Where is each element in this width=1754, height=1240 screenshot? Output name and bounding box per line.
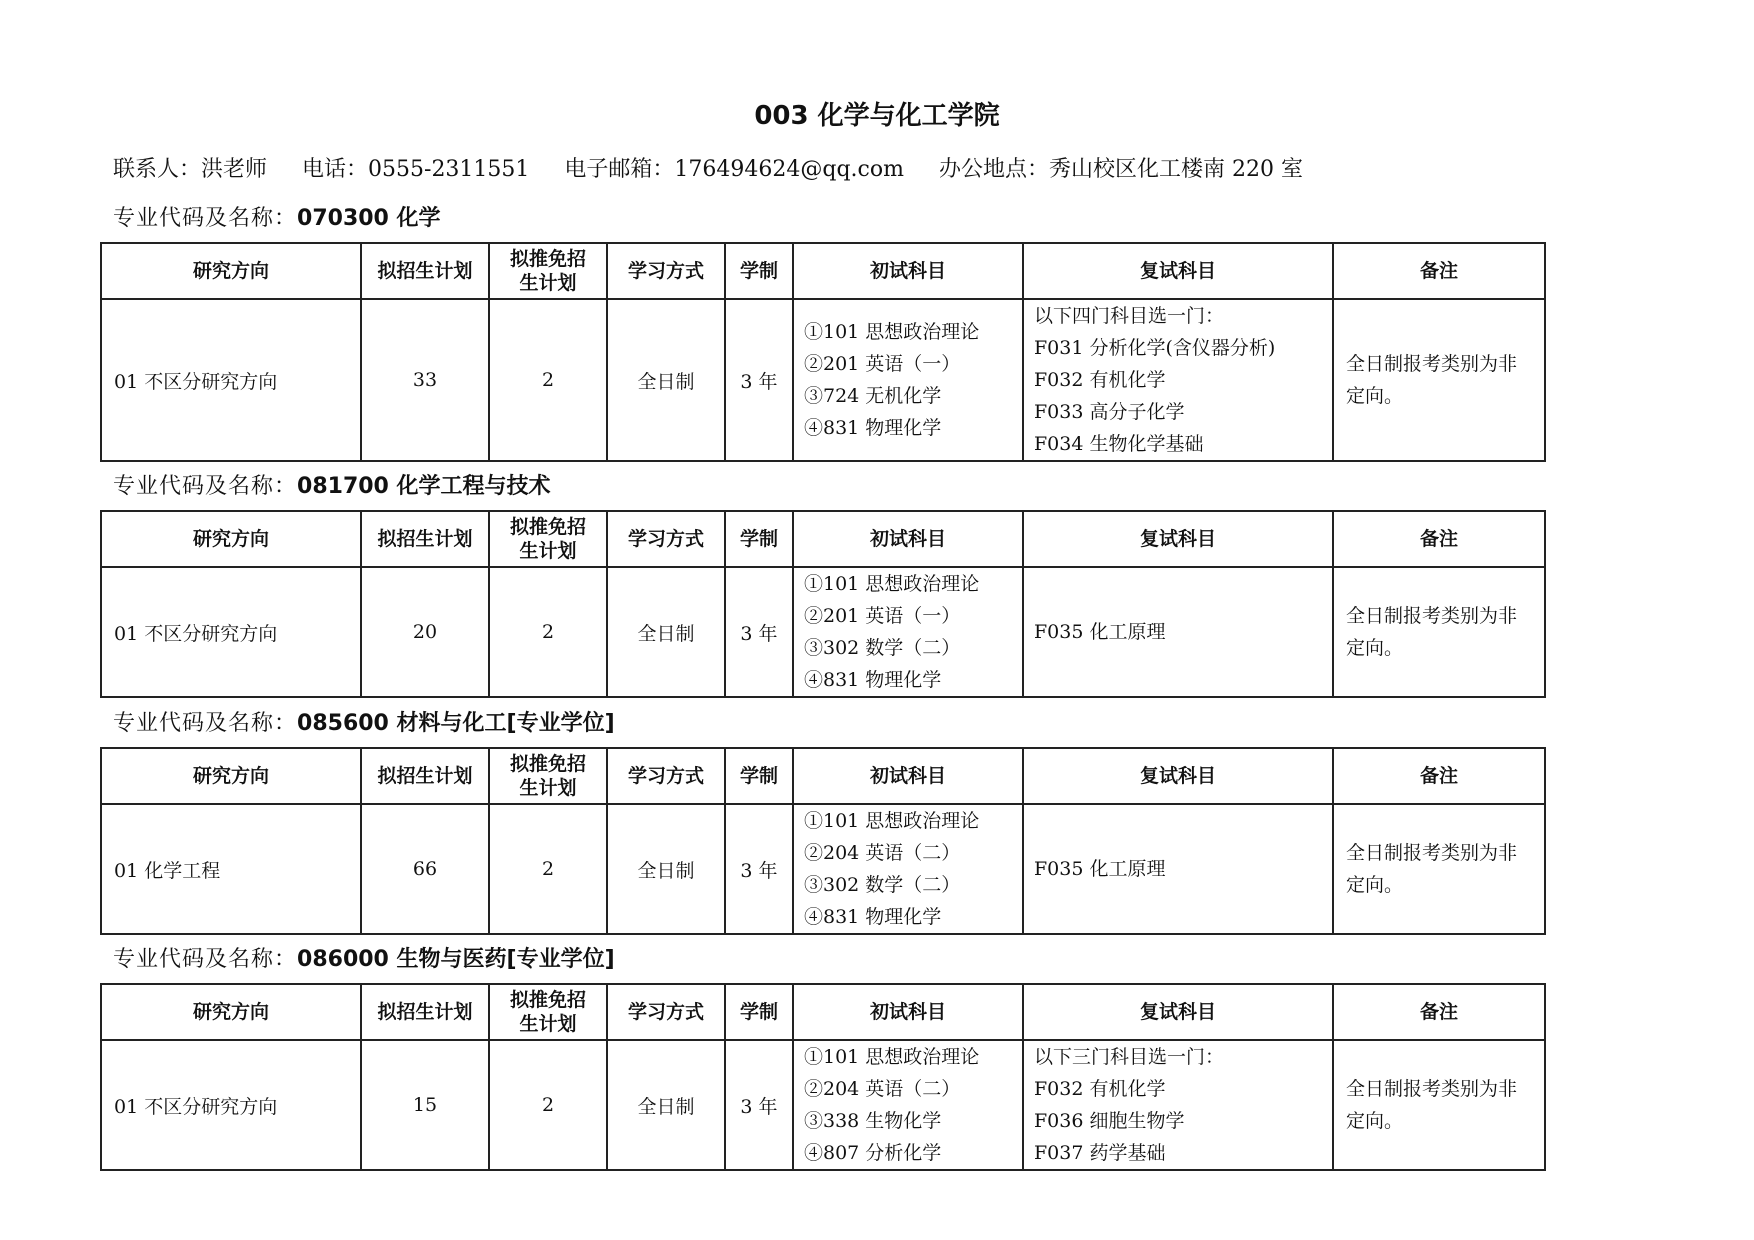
exam-subject: ②201 英语（一） bbox=[804, 353, 961, 375]
exempt-cell: 2 bbox=[489, 299, 607, 461]
header-exam: 初试科目 bbox=[793, 984, 1023, 1040]
header-exam: 初试科目 bbox=[793, 511, 1023, 567]
major-heading bbox=[100, 464, 1544, 510]
header-exempt: 拟推免招生计划 bbox=[489, 984, 607, 1040]
direction-cell: 01 不区分研究方向 bbox=[101, 567, 361, 697]
major-name: 081700 化学工程与技术 bbox=[297, 474, 551, 499]
major-section-085600 bbox=[100, 701, 1544, 935]
retest-subject: F032 有机化学 bbox=[1034, 369, 1166, 391]
header-exempt: 拟推免招生计划 bbox=[489, 243, 607, 299]
exam-subject: ①101 思想政治理论 bbox=[804, 810, 980, 832]
table-header-row bbox=[101, 748, 1545, 804]
exam-subject: ④807 分析化学 bbox=[804, 1142, 942, 1164]
exam-subject: ①101 思想政治理论 bbox=[804, 573, 980, 595]
retest-subject: F034 生物化学基础 bbox=[1034, 433, 1204, 455]
header-exam: 初试科目 bbox=[793, 748, 1023, 804]
header-duration: 学制 bbox=[725, 243, 793, 299]
exam-subject: ②201 英语（一） bbox=[804, 605, 961, 627]
exam-subject: ②204 英语（二） bbox=[804, 842, 961, 864]
plan-cell: 66 bbox=[361, 804, 489, 934]
table-header-row bbox=[101, 243, 1545, 299]
table-row bbox=[101, 299, 1545, 461]
header-duration: 学制 bbox=[725, 984, 793, 1040]
retest-subject: F036 细胞生物学 bbox=[1034, 1110, 1185, 1132]
exam-subject: ③338 生物化学 bbox=[804, 1110, 942, 1132]
direction-cell: 01 化学工程 bbox=[101, 804, 361, 934]
header-note: 备注 bbox=[1333, 511, 1545, 567]
duration-cell: 3 年 bbox=[725, 804, 793, 934]
note-cell: 全日制报考类别为非定向。 bbox=[1333, 567, 1545, 697]
exam-cell bbox=[793, 567, 1023, 697]
mode-cell: 全日制 bbox=[607, 1040, 725, 1170]
exam-subject: ②204 英语（二） bbox=[804, 1078, 961, 1100]
exam-subject: ④831 物理化学 bbox=[804, 669, 942, 691]
header-note: 备注 bbox=[1333, 748, 1545, 804]
duration-cell: 3 年 bbox=[725, 1040, 793, 1170]
contact-email: 电子邮箱：176494624@qq.com bbox=[564, 157, 904, 182]
major-table bbox=[100, 242, 1546, 462]
retest-subject: F032 有机化学 bbox=[1034, 1078, 1166, 1100]
exam-cell bbox=[793, 804, 1023, 934]
contact-office: 办公地点：秀山校区化工楼南 220 室 bbox=[938, 157, 1303, 182]
major-table bbox=[100, 983, 1546, 1171]
exempt-cell: 2 bbox=[489, 567, 607, 697]
retest-subject: F035 化工原理 bbox=[1034, 621, 1166, 643]
header-direction: 研究方向 bbox=[101, 511, 361, 567]
major-name: 085600 材料与化工[专业学位] bbox=[297, 711, 615, 736]
header-mode: 学习方式 bbox=[607, 511, 725, 567]
contact-info bbox=[113, 152, 1303, 183]
note-cell: 全日制报考类别为非定向。 bbox=[1333, 804, 1545, 934]
contact-person: 联系人：洪老师 bbox=[113, 157, 268, 182]
exam-subject: ④831 物理化学 bbox=[804, 417, 942, 439]
header-mode: 学习方式 bbox=[607, 984, 725, 1040]
header-plan: 拟招生计划 bbox=[361, 748, 489, 804]
major-heading bbox=[100, 196, 1544, 242]
retest-cell bbox=[1023, 567, 1333, 697]
plan-cell: 33 bbox=[361, 299, 489, 461]
exam-cell bbox=[793, 299, 1023, 461]
exempt-cell: 2 bbox=[489, 804, 607, 934]
header-direction: 研究方向 bbox=[101, 243, 361, 299]
note-cell: 全日制报考类别为非定向。 bbox=[1333, 1040, 1545, 1170]
major-name: 086000 生物与医药[专业学位] bbox=[297, 947, 615, 972]
mode-cell: 全日制 bbox=[607, 299, 725, 461]
note-cell: 全日制报考类别为非定向。 bbox=[1333, 299, 1545, 461]
exam-cell bbox=[793, 1040, 1023, 1170]
exam-subject: ①101 思想政治理论 bbox=[804, 321, 980, 343]
header-plan: 拟招生计划 bbox=[361, 243, 489, 299]
major-label: 专业代码及名称： bbox=[113, 947, 298, 972]
retest-subject: 以下四门科目选一门： bbox=[1034, 305, 1225, 327]
exam-subject: ①101 思想政治理论 bbox=[804, 1046, 980, 1068]
header-retest: 复试科目 bbox=[1023, 984, 1333, 1040]
header-exempt: 拟推免招生计划 bbox=[489, 748, 607, 804]
table-row bbox=[101, 1040, 1545, 1170]
exam-subject: ④831 物理化学 bbox=[804, 906, 942, 928]
header-direction: 研究方向 bbox=[101, 984, 361, 1040]
header-note: 备注 bbox=[1333, 984, 1545, 1040]
retest-subject: 以下三门科目选一门： bbox=[1034, 1046, 1225, 1068]
header-direction: 研究方向 bbox=[101, 748, 361, 804]
contact-phone: 电话：0555-2311551 bbox=[302, 157, 530, 182]
retest-cell bbox=[1023, 804, 1333, 934]
duration-cell: 3 年 bbox=[725, 567, 793, 697]
major-section-086000 bbox=[100, 937, 1544, 1171]
page-title: 003 化学与化工学院 bbox=[754, 101, 1000, 131]
table-header-row bbox=[101, 511, 1545, 567]
exam-subject: ③302 数学（二） bbox=[804, 637, 961, 659]
major-label: 专业代码及名称： bbox=[113, 711, 298, 736]
plan-cell: 20 bbox=[361, 567, 489, 697]
major-section-070300 bbox=[100, 196, 1544, 462]
retest-subject: F035 化工原理 bbox=[1034, 858, 1166, 880]
direction-cell: 01 不区分研究方向 bbox=[101, 1040, 361, 1170]
header-mode: 学习方式 bbox=[607, 748, 725, 804]
major-table bbox=[100, 510, 1546, 698]
header-retest: 复试科目 bbox=[1023, 243, 1333, 299]
header-mode: 学习方式 bbox=[607, 243, 725, 299]
major-table bbox=[100, 747, 1546, 935]
mode-cell: 全日制 bbox=[607, 567, 725, 697]
exam-subject: ③302 数学（二） bbox=[804, 874, 961, 896]
header-retest: 复试科目 bbox=[1023, 511, 1333, 567]
mode-cell: 全日制 bbox=[607, 804, 725, 934]
major-heading bbox=[100, 937, 1544, 983]
major-label: 专业代码及名称： bbox=[113, 474, 298, 499]
header-note: 备注 bbox=[1333, 243, 1545, 299]
exempt-cell: 2 bbox=[489, 1040, 607, 1170]
table-row bbox=[101, 567, 1545, 697]
exam-subject: ③724 无机化学 bbox=[804, 385, 942, 407]
header-duration: 学制 bbox=[725, 748, 793, 804]
major-label: 专业代码及名称： bbox=[113, 206, 298, 231]
header-duration: 学制 bbox=[725, 511, 793, 567]
retest-cell bbox=[1023, 1040, 1333, 1170]
header-plan: 拟招生计划 bbox=[361, 511, 489, 567]
major-name: 070300 化学 bbox=[297, 206, 441, 231]
table-row bbox=[101, 804, 1545, 934]
retest-subject: F033 高分子化学 bbox=[1034, 401, 1185, 423]
retest-subject: F037 药学基础 bbox=[1034, 1142, 1166, 1164]
table-header-row bbox=[101, 984, 1545, 1040]
retest-cell bbox=[1023, 299, 1333, 461]
retest-subject: F031 分析化学(含仪器分析) bbox=[1034, 337, 1276, 359]
plan-cell: 15 bbox=[361, 1040, 489, 1170]
header-exempt: 拟推免招生计划 bbox=[489, 511, 607, 567]
header-plan: 拟招生计划 bbox=[361, 984, 489, 1040]
header-retest: 复试科目 bbox=[1023, 748, 1333, 804]
duration-cell: 3 年 bbox=[725, 299, 793, 461]
major-heading bbox=[100, 701, 1544, 747]
header-exam: 初试科目 bbox=[793, 243, 1023, 299]
major-section-081700 bbox=[100, 464, 1544, 698]
direction-cell: 01 不区分研究方向 bbox=[101, 299, 361, 461]
